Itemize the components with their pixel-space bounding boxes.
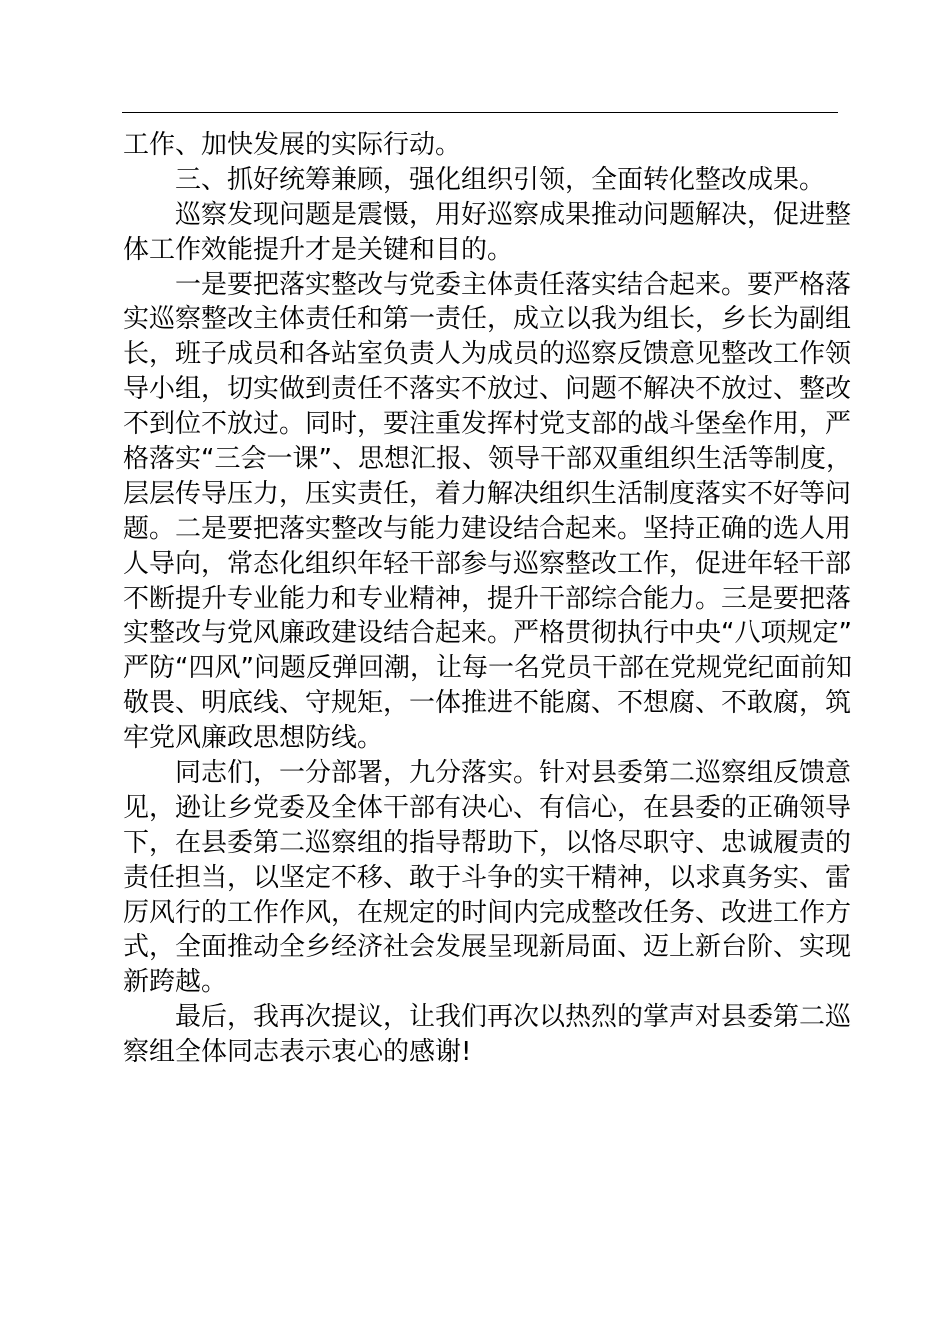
text-line: 新跨越。 xyxy=(123,967,228,998)
text-line: 实整改与党风廉政建设结合起来。严格贯彻执行中央“八项规定” xyxy=(123,618,852,649)
text-line: 最后，我再次提议，让我们再次以热烈的掌声对县委第二巡 xyxy=(175,1002,852,1033)
text-line: 人导向，常态化组织年轻干部参与巡察整改工作，促进年轻干部 xyxy=(123,548,852,579)
text-line: 导小组，切实做到责任不落实不放过、问题不解决不放过、整改 xyxy=(123,374,852,405)
text-line: 同志们，一分部署，九分落实。针对县委第二巡察组反馈意 xyxy=(175,758,852,789)
text-line: 厉风行的工作作风，在规定的时间内完成整改任务、改进工作方 xyxy=(123,897,852,928)
text-line: 严防“四风”问题反弹回潮，让每一名党员干部在党规党纪面前知 xyxy=(123,653,852,684)
header-divider xyxy=(122,112,838,113)
text-line: 敬畏、明底线、守规矩，一体推进不能腐、不想腐、不敢腐，筑 xyxy=(123,688,852,719)
text-line: 体工作效能提升才是关键和目的。 xyxy=(123,234,514,265)
document-body xyxy=(123,128,852,1070)
text-line: 不断提升专业能力和专业精神，提升干部综合能力。三是要把落 xyxy=(123,583,852,614)
text-line: 下，在县委第二巡察组的指导帮助下，以恪尽职守、忠诚履责的 xyxy=(123,827,852,858)
text-line: 题。二是要把落实整改与能力建设结合起来。坚持正确的选人用 xyxy=(123,513,852,544)
text-line: 式，全面推动全乡经济社会发展呈现新局面、迈上新台阶、实现 xyxy=(123,932,852,963)
text-line: 实巡察整改主体责任和第一责任，成立以我为组长，乡长为副组 xyxy=(123,304,852,335)
text-line: 工作、加快发展的实际行动。 xyxy=(123,130,462,160)
text-line: 牢党风廉政思想防线。 xyxy=(123,723,384,754)
text-line: 巡察发现问题是震慑，用好巡察成果推动问题解决，促进整 xyxy=(175,199,852,230)
text-line: 层层传导压力，压实责任，着力解决组织生活制度落实不好等问 xyxy=(123,478,852,509)
section-heading: 三、抓好统筹兼顾，强化组织引领，全面转化整改成果。 xyxy=(175,164,826,195)
text-line: 见，逊让乡党委及全体干部有决心、有信心，在县委的正确领导 xyxy=(123,792,852,823)
text-line: 一是要把落实整改与党委主体责任落实结合起来。要严格落 xyxy=(175,269,852,300)
text-line: 责任担当，以坚定不移、敢于斗争的实干精神，以求真务实、雷 xyxy=(123,862,852,893)
text-line: 察组全体同志表示衷心的感谢! xyxy=(123,1037,472,1068)
text-line: 不到位不放过。同时，要注重发挥村党支部的战斗堡垒作用，严 xyxy=(123,409,852,440)
text-line: 格落实“三会一课”、思想汇报、领导干部双重组织生活等制度， xyxy=(123,444,852,475)
text-line: 长，班子成员和各站室负责人为成员的巡察反馈意见整改工作领 xyxy=(123,339,852,370)
